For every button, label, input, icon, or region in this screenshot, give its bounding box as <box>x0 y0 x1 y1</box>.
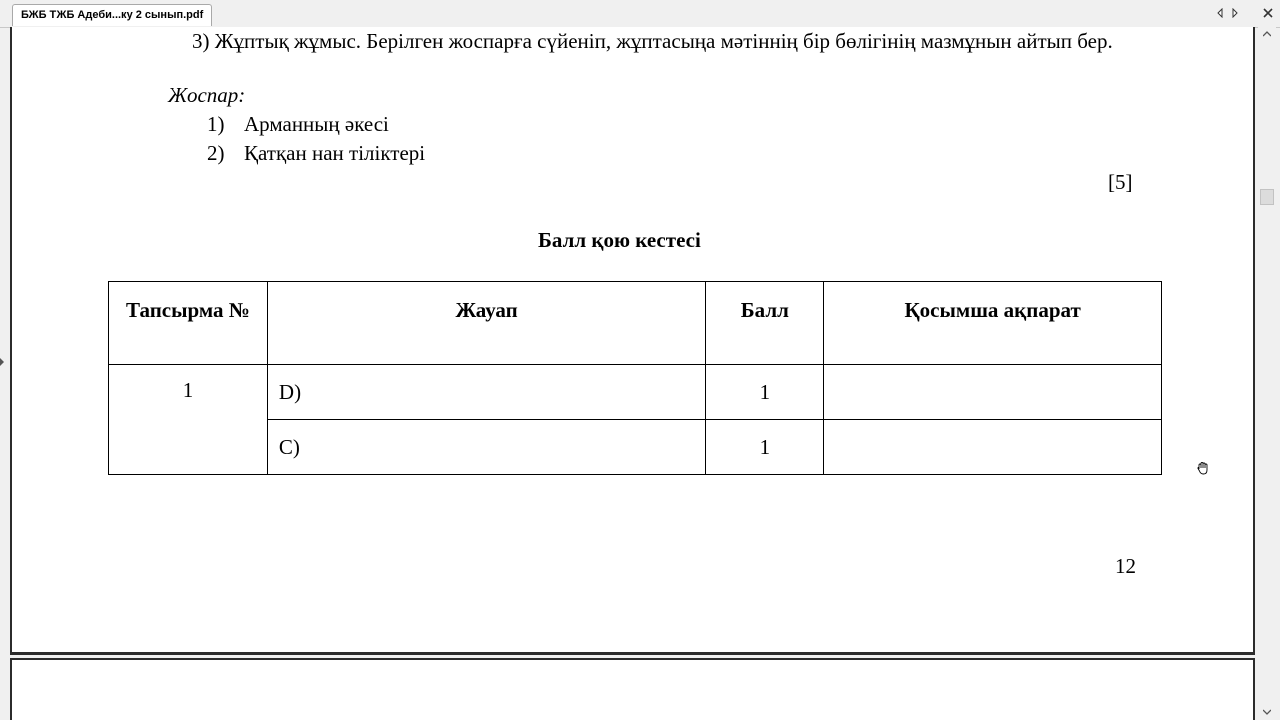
panel-expand-icon[interactable] <box>0 354 5 372</box>
score-cell: 1 <box>706 365 824 420</box>
plan-item-number: 1) <box>207 112 225 136</box>
table-header-row <box>109 282 1162 365</box>
table-header: Қосымша ақпарат <box>824 282 1162 365</box>
plan-item-number: 2) <box>207 141 225 165</box>
scroll-down-icon[interactable] <box>1262 707 1272 717</box>
table-header: Жауап <box>267 282 705 365</box>
answer-cell: D) <box>267 365 705 420</box>
score-table <box>108 281 1162 475</box>
answer-cell: C) <box>267 420 705 475</box>
plan-item-text: Қатқан нан тіліктері <box>244 141 426 165</box>
pdf-page <box>12 27 1253 652</box>
document-tab[interactable]: БЖБ ТЖБ Адеби...ку 2 сынып.pdf <box>12 4 212 26</box>
scroll-up-icon[interactable] <box>1262 29 1272 39</box>
next-page-pane[interactable] <box>10 658 1255 720</box>
task-number-cell: 1 <box>109 365 268 475</box>
table-header: Балл <box>706 282 824 365</box>
plan-item-text: Арманның әкесі <box>244 112 389 136</box>
score-mark: [5] <box>1108 170 1133 194</box>
document-viewport[interactable] <box>10 27 1255 655</box>
triangle-left-icon[interactable] <box>1214 6 1226 19</box>
score-cell: 1 <box>706 420 824 475</box>
table-header: Тапсырма № <box>109 282 268 365</box>
vertical-scrollbar[interactable] <box>1258 27 1276 720</box>
tab-bar <box>0 0 1280 28</box>
scrollbar-thumb[interactable] <box>1260 189 1274 205</box>
table-row <box>109 420 1162 475</box>
table-title: Балл қою кестесі <box>538 228 701 252</box>
task-paragraph: 3) Жұптық жұмыс. Берілген жоспарға сүйеніп, жұптасыңа мәтіннің бір бөлігінің мазмұнын айтып бер. <box>192 29 1113 53</box>
info-cell <box>824 420 1162 475</box>
info-cell <box>824 365 1162 420</box>
plan-label: Жоспар: <box>168 83 246 107</box>
page-number: 12 <box>1115 554 1136 578</box>
table-row <box>109 365 1162 420</box>
triangle-right-icon[interactable] <box>1229 6 1241 19</box>
hand-cursor-icon <box>1195 460 1211 481</box>
close-icon[interactable] <box>1262 6 1274 19</box>
